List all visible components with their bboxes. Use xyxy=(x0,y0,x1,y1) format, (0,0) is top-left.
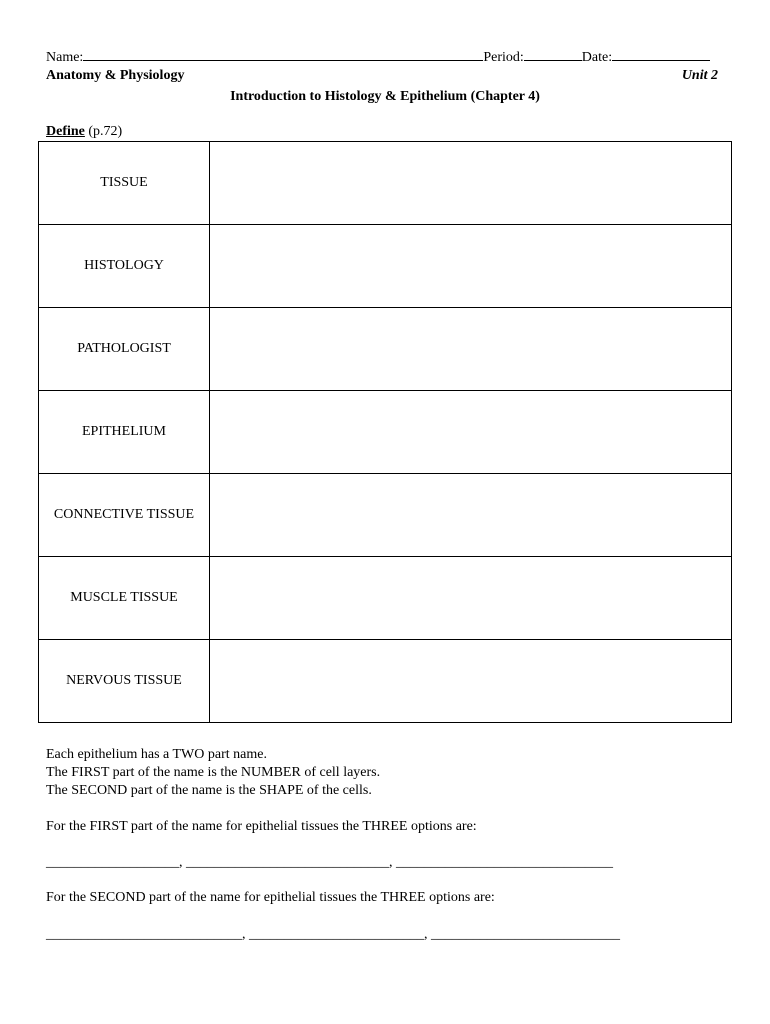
term-cell: EPITHELIUM xyxy=(39,391,210,474)
course-name: Anatomy & Physiology xyxy=(46,68,185,83)
table-row xyxy=(39,391,732,474)
period-label: Period: xyxy=(483,50,524,65)
table-row xyxy=(39,474,732,557)
table-row xyxy=(39,308,732,391)
table-row xyxy=(39,225,732,308)
note-line: The FIRST part of the name is the NUMBER of cell layers. xyxy=(46,765,381,780)
period-field[interactable] xyxy=(524,46,582,61)
term-cell: TISSUE xyxy=(39,142,210,225)
term-cell: PATHOLOGIST xyxy=(39,308,210,391)
define-page-ref: (p.72) xyxy=(88,124,123,139)
first-part-blanks[interactable]: ___________________, _____________________________, _______________________________ xyxy=(46,855,613,870)
definition-answer-cell[interactable] xyxy=(210,142,732,225)
definition-answer-cell[interactable] xyxy=(210,391,732,474)
definition-answer-cell[interactable] xyxy=(210,557,732,640)
unit-label: Unit 2 xyxy=(681,68,718,83)
name-label: Name: xyxy=(46,50,84,65)
term-cell: CONNECTIVE TISSUE xyxy=(39,474,210,557)
table-row xyxy=(39,557,732,640)
term-cell: HISTOLOGY xyxy=(39,225,210,308)
definition-answer-cell[interactable] xyxy=(210,225,732,308)
epithelium-notes xyxy=(46,746,380,800)
define-label: Define xyxy=(46,124,85,139)
definitions-table xyxy=(38,141,732,723)
definition-answer-cell[interactable] xyxy=(210,308,732,391)
first-part-prompt: For the FIRST part of the name for epithelial tissues the THREE options are: xyxy=(46,819,477,834)
table-row xyxy=(39,142,732,225)
name-field[interactable] xyxy=(83,46,483,61)
second-part-prompt: For the SECOND part of the name for epithelial tissues the THREE options are: xyxy=(46,890,495,905)
term-cell: MUSCLE TISSUE xyxy=(39,557,210,640)
definition-answer-cell[interactable] xyxy=(210,640,732,723)
date-label: Date: xyxy=(581,50,613,65)
date-field[interactable] xyxy=(612,46,710,61)
definition-answer-cell[interactable] xyxy=(210,474,732,557)
term-cell: NERVOUS TISSUE xyxy=(39,640,210,723)
note-line: Each epithelium has a TWO part name. xyxy=(46,747,267,762)
worksheet-title: Introduction to Histology & Epithelium (Chapter 4) xyxy=(230,89,540,104)
second-part-blanks[interactable]: ____________________________, _________________________, ___________________________ xyxy=(46,927,620,942)
student-info-row xyxy=(46,46,720,66)
table-row xyxy=(39,640,732,723)
define-heading xyxy=(46,124,122,140)
note-line: The SECOND part of the name is the SHAPE of the cells. xyxy=(46,783,372,798)
